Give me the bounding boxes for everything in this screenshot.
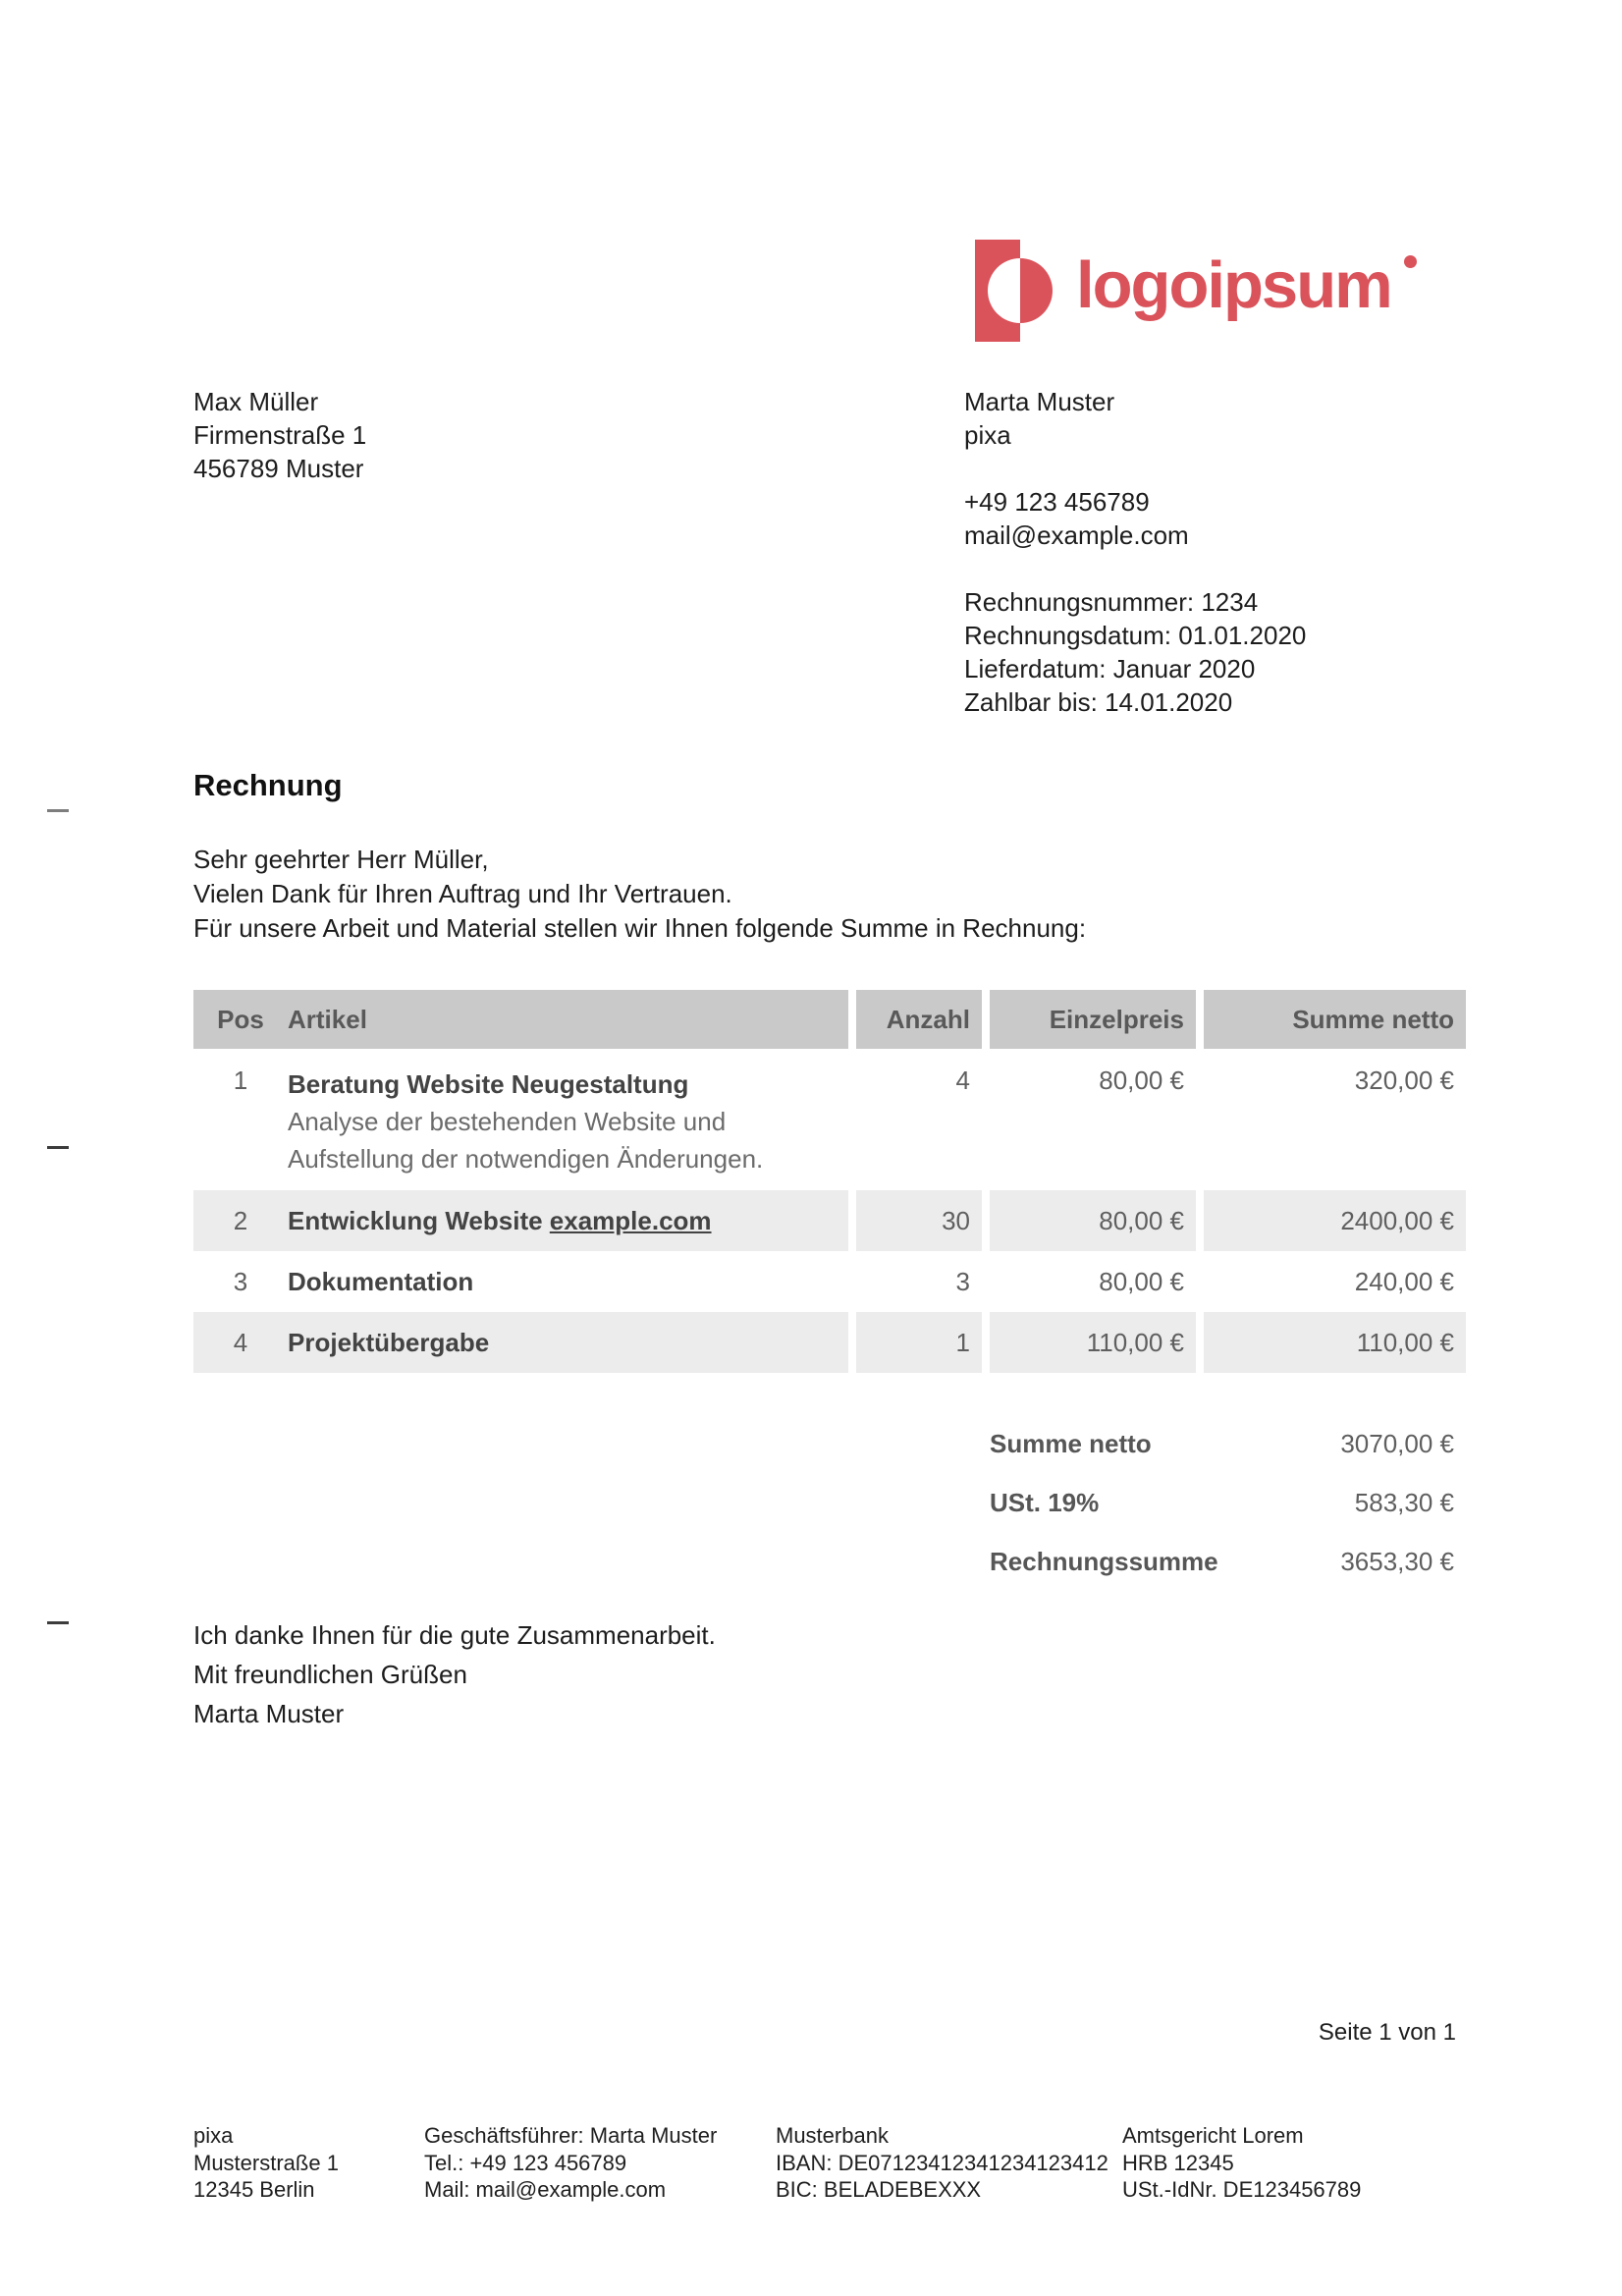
summary-line: Für unsere Arbeit und Material stellen wir Ihnen folgende Summe in Rechnung:	[193, 913, 1087, 943]
article-title: Beratung Website Neugestaltung	[288, 1069, 689, 1099]
article-content	[288, 1066, 763, 1177]
brand-wordmark: logoipsum	[1076, 247, 1391, 322]
invoice-table	[193, 990, 1466, 1373]
sender-name: Marta Muster	[964, 387, 1115, 416]
qty-cell: 3	[955, 1266, 970, 1296]
footer-mail: Mail: mail@example.com	[424, 2177, 667, 2202]
footer-phone: Tel.: +49 123 456789	[424, 2150, 627, 2175]
footer-bic: BIC: BELADEBEXXX	[776, 2177, 982, 2202]
table-row	[193, 1312, 1466, 1373]
total-label: USt. 19%	[990, 1487, 1100, 1517]
total-label: Rechnungssumme	[990, 1546, 1218, 1576]
footer-iban: IBAN: DE07123412341234123412	[776, 2150, 1108, 2175]
footer-company-street: Musterstraße 1	[193, 2150, 339, 2175]
pos-cell: 2	[233, 1205, 248, 1235]
footer-column-contact	[424, 2122, 717, 2204]
table-row	[193, 1049, 1466, 1190]
sender-contact-block	[964, 385, 1306, 719]
qty-cell: 30	[856, 1190, 982, 1251]
footer-company-city: 12345 Berlin	[193, 2177, 315, 2202]
recipient-address	[193, 385, 366, 485]
due-date: Zahlbar bis: 14.01.2020	[964, 687, 1233, 717]
totals-summary	[990, 1414, 1466, 1591]
line-total-cell: 110,00 €	[1204, 1312, 1466, 1373]
salutation: Sehr geehrter Herr Müller,	[193, 845, 489, 874]
footer-vat-id: USt.-IdNr. DE123456789	[1122, 2177, 1362, 2202]
closing-paragraph	[193, 1615, 716, 1733]
invoice-number: Rechnungsnummer: 1234	[964, 587, 1259, 617]
article-cell	[193, 1049, 848, 1190]
fold-mark	[47, 1146, 69, 1149]
header-qty: Anzahl	[886, 1004, 970, 1034]
total-label: Summe netto	[990, 1428, 1152, 1458]
line-total-cell: 2400,00 €	[1204, 1190, 1466, 1251]
header-cell-qty	[856, 990, 982, 1049]
invoice-date: Rechnungsdatum: 01.01.2020	[964, 621, 1307, 650]
closing-thanks: Ich danke Ihnen für die gute Zusammenarbeit.	[193, 1620, 716, 1650]
table-header-row	[193, 990, 1466, 1049]
logo-icon	[975, 240, 1054, 342]
page-title: Rechnung	[193, 768, 343, 802]
sender-phone: +49 123 456789	[964, 487, 1150, 517]
footer-hrb: HRB 12345	[1122, 2150, 1234, 2175]
fold-mark	[47, 809, 69, 812]
closing-signature: Marta Muster	[193, 1699, 345, 1728]
closing-regards: Mit freundlichen Grüßen	[193, 1660, 467, 1689]
sender-company: pixa	[964, 420, 1011, 450]
delivery-date: Lieferdatum: Januar 2020	[964, 654, 1256, 683]
total-value: 3653,30 €	[1340, 1546, 1454, 1576]
recipient-name: Max Müller	[193, 387, 319, 416]
qty-cell: 1	[856, 1312, 982, 1373]
line-total-cell: 320,00 €	[1354, 1066, 1454, 1095]
total-value: 583,30 €	[1354, 1487, 1454, 1517]
fold-mark	[47, 1621, 69, 1624]
table-row	[193, 1190, 1466, 1251]
page-number: Seite 1 von 1	[1318, 2019, 1456, 2046]
article-description: Aufstellung der notwendigen Änderungen.	[288, 1144, 764, 1174]
total-value: 3070,00 €	[1340, 1428, 1454, 1458]
intro-paragraph	[193, 843, 1086, 946]
pos-cell: 4	[233, 1327, 248, 1357]
unit-price-cell: 80,00 €	[1099, 1066, 1184, 1095]
spacer	[964, 552, 1306, 585]
header-cell-article	[193, 990, 848, 1049]
qty-cell: 4	[955, 1066, 970, 1095]
article-description: Analyse der bestehenden Website und	[288, 1107, 727, 1136]
unit-price-cell: 80,00 €	[1099, 1266, 1184, 1296]
header-article: Artikel	[288, 1004, 367, 1034]
table-row	[193, 1251, 1466, 1312]
article-cell	[193, 1190, 848, 1251]
total-row-net	[990, 1414, 1466, 1473]
footer-column-company	[193, 2122, 339, 2204]
spacer	[964, 452, 1306, 485]
header-unit-price: Einzelpreis	[1049, 1004, 1184, 1034]
recipient-street: Firmenstraße 1	[193, 420, 367, 450]
header-cell-total	[1204, 990, 1466, 1049]
total-row-vat	[990, 1473, 1466, 1532]
total-row-gross	[990, 1532, 1466, 1591]
recipient-city: 456789 Muster	[193, 454, 364, 483]
pos-cell: 1	[233, 1066, 248, 1095]
article-title: Dokumentation	[288, 1267, 474, 1296]
unit-price-cell: 80,00 €	[990, 1190, 1196, 1251]
header-pos: Pos	[217, 1004, 264, 1034]
header-cell-unit	[990, 990, 1196, 1049]
unit-price-cell: 110,00 €	[990, 1312, 1196, 1373]
article-cell	[193, 1312, 848, 1373]
article-title: Projektübergabe	[288, 1328, 490, 1357]
trademark-dot-icon	[1404, 255, 1417, 268]
footer-ceo: Geschäftsführer: Marta Muster	[424, 2123, 718, 2148]
footer-column-bank	[776, 2122, 1108, 2204]
article-title	[288, 1202, 712, 1239]
footer-court: Amtsgericht Lorem	[1122, 2123, 1304, 2148]
footer-bank-name: Musterbank	[776, 2123, 889, 2148]
article-cell	[193, 1251, 848, 1312]
article-link[interactable]: example.com	[549, 1206, 712, 1235]
sender-email: mail@example.com	[964, 520, 1189, 550]
line-total-cell: 240,00 €	[1354, 1266, 1454, 1296]
pos-cell: 3	[233, 1266, 248, 1296]
thanks-line: Vielen Dank für Ihren Auftrag und Ihr Vertrauen.	[193, 879, 732, 908]
footer-company-name: pixa	[193, 2123, 234, 2148]
header-line-total: Summe netto	[1292, 1004, 1454, 1034]
footer-column-registry	[1122, 2122, 1361, 2204]
article-title-text: Entwicklung Website	[288, 1206, 550, 1235]
